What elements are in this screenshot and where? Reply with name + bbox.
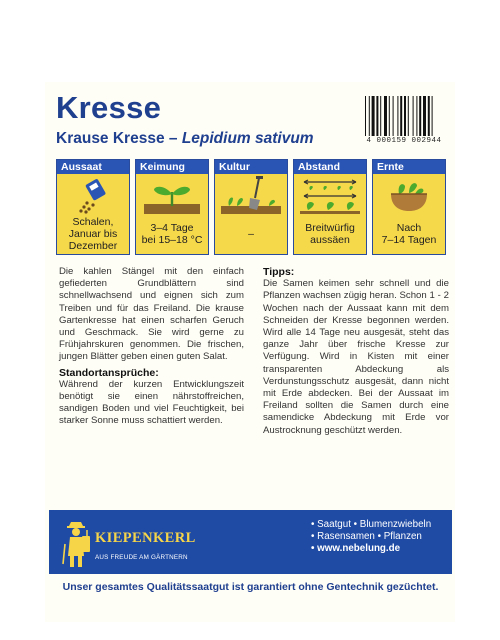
location-text: Während der kurzen Entwicklungszeit benötigt sie einen nährstoffreichen, sandigen Boden und viel Feuchtigkeit, bei starker Sonne muss schattiert werden. — [59, 378, 244, 427]
card-aussaat-text: Schalen, Januar bis Dezember — [68, 216, 118, 252]
kiepenkerl-logo — [59, 516, 229, 570]
subtitle-common-name: Krause Kresse – — [56, 130, 182, 147]
card-ernte-head: Ernte — [373, 160, 445, 174]
brand-name: KIEPENKERL — [95, 530, 196, 546]
tips-column — [263, 266, 449, 437]
card-keimung-text: 3–4 Tage bei 15–18 °C — [141, 222, 203, 246]
spade-icon — [215, 176, 287, 214]
card-keimung — [135, 159, 209, 255]
barcode — [359, 96, 449, 148]
card-aussaat-head: Aussaat — [57, 160, 129, 174]
product-list — [311, 519, 451, 554]
card-keimung-head: Keimung — [136, 160, 208, 174]
card-ernte — [372, 159, 446, 255]
harvest-bowl-icon — [373, 176, 445, 214]
seedling-icon — [136, 176, 208, 214]
card-kultur-text: – — [248, 228, 254, 240]
card-kultur — [214, 159, 288, 255]
info-cards — [56, 159, 448, 255]
page-title: Kresse — [56, 90, 162, 125]
card-abstand-head: Abstand — [294, 160, 366, 174]
description-text: Die kahlen Stängel mit den einfach gefiederten Grundblättern sind schnellwachsend und eignen sich zum Treiben und für das Freiland. Die krause Gartenkresse hat einen scharfen Geruch und Geschmack. Sie wird gerne zu Frühjahrskuren genommen. Die frischen, jungen Blätter geben einen guten Salat. — [59, 266, 244, 363]
website-link[interactable]: • www.nebelung.de — [311, 542, 401, 554]
brand-tagline: AUS FREUDE AM GÄRTNERN — [95, 554, 188, 561]
card-abstand — [293, 159, 367, 255]
subtitle — [56, 130, 314, 148]
kiepenkerl-figure-icon — [59, 518, 93, 570]
spacing-arrows-icon — [294, 176, 366, 214]
product-list-item: • Rasensamen • Pflanzen — [311, 530, 422, 542]
barcode-bars-icon — [365, 96, 449, 136]
gmo-free-slogan: Unser gesamtes Qualitätssaatgut ist garantiert ohne Gentechnik gezüchtet. — [62, 581, 439, 593]
subtitle-latin-name: Lepidium sativum — [181, 130, 314, 147]
product-list-item: • Saatgut • Blumenzwiebeln — [311, 519, 432, 530]
brand-footer — [49, 510, 452, 574]
location-heading: Standortansprüche: — [59, 366, 159, 379]
card-kultur-head: Kultur — [215, 160, 287, 174]
tips-text: Die Samen keimen sehr schnell und die Pflanzen wachsen zügig heran. Schon 1 - 2 Wochen nach der Aussaat kann mit dem Schneiden der Kresse begonnen werden. Wird alle 14 Tage neu ausgesät, steht das ganze Jahr über frische Kresse zur Verfügung. Wird in Kisten mit einer transparenten Abdeckung als Verdunstungsschutz ausgesät, dann nicht mit Erde abdecken. Bei der Aussaat im Freiland sollten die Samen durch eine samendicke Abdeckung mit Erde vor Austrocknung geschützt werden. — [263, 278, 449, 436]
card-ernte-text: Nach 7–14 Tagen — [381, 222, 437, 246]
seed-packet-icon — [57, 176, 129, 214]
card-aussaat — [56, 159, 130, 255]
tips-heading: Tipps: — [263, 266, 295, 278]
card-abstand-text: Breitwürfig aussäen — [305, 222, 355, 246]
description-column — [59, 266, 244, 428]
barcode-number: 4 000159 002944 — [366, 137, 442, 145]
